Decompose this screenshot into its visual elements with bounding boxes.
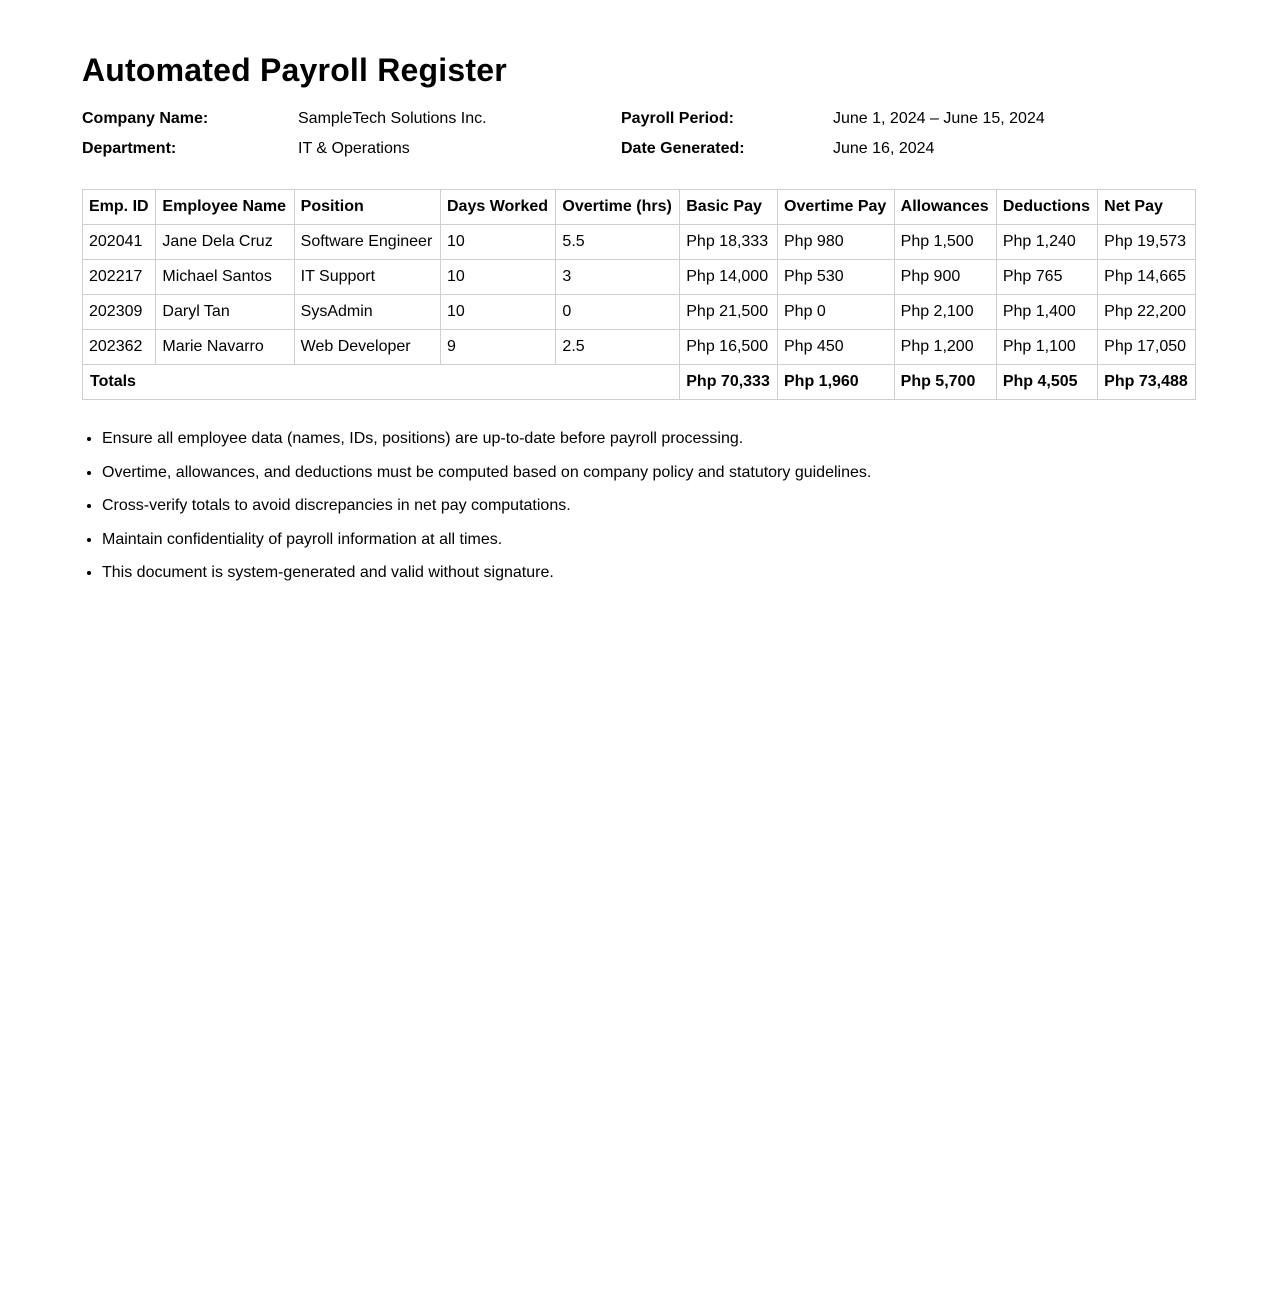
cell-net-pay: Php 19,573 — [1098, 225, 1196, 260]
column-header-position: Position — [294, 190, 440, 225]
cell-emp-id: 202309 — [83, 295, 156, 330]
column-header-deductions: Deductions — [996, 190, 1097, 225]
table-row — [83, 295, 1196, 330]
table-row — [83, 260, 1196, 295]
cell-overtime-pay: Php 980 — [778, 225, 895, 260]
total-overtime-pay: Php 1,960 — [778, 365, 895, 400]
column-header-net-pay: Net Pay — [1098, 190, 1196, 225]
cell-position: SysAdmin — [294, 295, 440, 330]
cell-days-worked: 10 — [441, 295, 556, 330]
column-header-allowances: Allowances — [894, 190, 996, 225]
payroll-period-label: Payroll Period: — [621, 110, 734, 127]
table-row — [83, 225, 1196, 260]
cell-employee-name: Michael Santos — [156, 260, 294, 295]
payroll-period-value: June 1, 2024 – June 15, 2024 — [833, 110, 1045, 127]
cell-overtime-hrs: 3 — [556, 260, 680, 295]
cell-allowances: Php 900 — [894, 260, 996, 295]
cell-overtime-hrs: 0 — [556, 295, 680, 330]
cell-allowances: Php 1,500 — [894, 225, 996, 260]
cell-net-pay: Php 22,200 — [1098, 295, 1196, 330]
company-name-value: SampleTech Solutions Inc. — [298, 110, 487, 127]
meta-row-1 — [82, 108, 1196, 138]
cell-net-pay: Php 17,050 — [1098, 330, 1196, 365]
cell-basic-pay: Php 21,500 — [680, 295, 778, 330]
total-allowances: Php 5,700 — [894, 365, 996, 400]
table-row — [83, 330, 1196, 365]
cell-overtime-hrs: 5.5 — [556, 225, 680, 260]
cell-employee-name: Marie Navarro — [156, 330, 294, 365]
cell-basic-pay: Php 18,333 — [680, 225, 778, 260]
cell-position: Web Developer — [294, 330, 440, 365]
cell-overtime-hrs: 2.5 — [556, 330, 680, 365]
cell-emp-id: 202217 — [83, 260, 156, 295]
department-label: Department: — [82, 140, 177, 157]
cell-overtime-pay: Php 530 — [778, 260, 895, 295]
cell-deductions: Php 765 — [996, 260, 1097, 295]
cell-net-pay: Php 14,665 — [1098, 260, 1196, 295]
cell-overtime-pay: Php 0 — [778, 295, 895, 330]
company-name-label: Company Name: — [82, 110, 209, 127]
column-header-emp-id: Emp. ID — [83, 190, 156, 225]
list-item: • Ensure all employee data (names, IDs, positions) are up-to-date before payroll processing. — [102, 428, 871, 450]
cell-emp-id: 202041 — [83, 225, 156, 260]
date-generated-value: June 16, 2024 — [833, 140, 935, 157]
list-item: • Overtime, allowances, and deductions must be computed based on company policy and statutory guidelines. — [102, 462, 871, 484]
list-item: • This document is system-generated and valid without signature. — [102, 562, 871, 584]
document-meta — [82, 108, 1196, 168]
meta-row-2 — [82, 138, 1196, 168]
cell-overtime-pay: Php 450 — [778, 330, 895, 365]
total-net-pay: Php 73,488 — [1098, 365, 1196, 400]
cell-position: IT Support — [294, 260, 440, 295]
date-generated-label: Date Generated: — [621, 140, 745, 157]
cell-employee-name: Jane Dela Cruz — [156, 225, 294, 260]
department-value: IT & Operations — [298, 140, 410, 157]
totals-row — [83, 365, 1196, 400]
column-header-employee-name: Employee Name — [156, 190, 294, 225]
cell-days-worked: 9 — [441, 330, 556, 365]
cell-allowances: Php 1,200 — [894, 330, 996, 365]
cell-employee-name: Daryl Tan — [156, 295, 294, 330]
column-header-overtime-hrs: Overtime (hrs) — [556, 190, 680, 225]
column-header-basic-pay: Basic Pay — [680, 190, 778, 225]
total-basic-pay: Php 70,333 — [680, 365, 778, 400]
cell-deductions: Php 1,100 — [996, 330, 1097, 365]
list-item: • Maintain confidentiality of payroll information at all times. — [102, 529, 871, 551]
totals-label: Totals — [83, 365, 680, 400]
cell-days-worked: 10 — [441, 225, 556, 260]
cell-deductions: Php 1,400 — [996, 295, 1097, 330]
column-header-overtime-pay: Overtime Pay — [778, 190, 895, 225]
column-header-days-worked: Days Worked — [441, 190, 556, 225]
cell-days-worked: 10 — [441, 260, 556, 295]
total-deductions: Php 4,505 — [996, 365, 1097, 400]
table-header-row — [83, 190, 1196, 225]
payroll-table — [82, 189, 1196, 400]
notes-list — [82, 428, 871, 596]
cell-emp-id: 202362 — [83, 330, 156, 365]
cell-basic-pay: Php 16,500 — [680, 330, 778, 365]
list-item: • Cross-verify totals to avoid discrepancies in net pay computations. — [102, 495, 871, 517]
cell-basic-pay: Php 14,000 — [680, 260, 778, 295]
cell-deductions: Php 1,240 — [996, 225, 1097, 260]
cell-allowances: Php 2,100 — [894, 295, 996, 330]
page-title: Automated Payroll Register — [82, 52, 507, 88]
cell-position: Software Engineer — [294, 225, 440, 260]
